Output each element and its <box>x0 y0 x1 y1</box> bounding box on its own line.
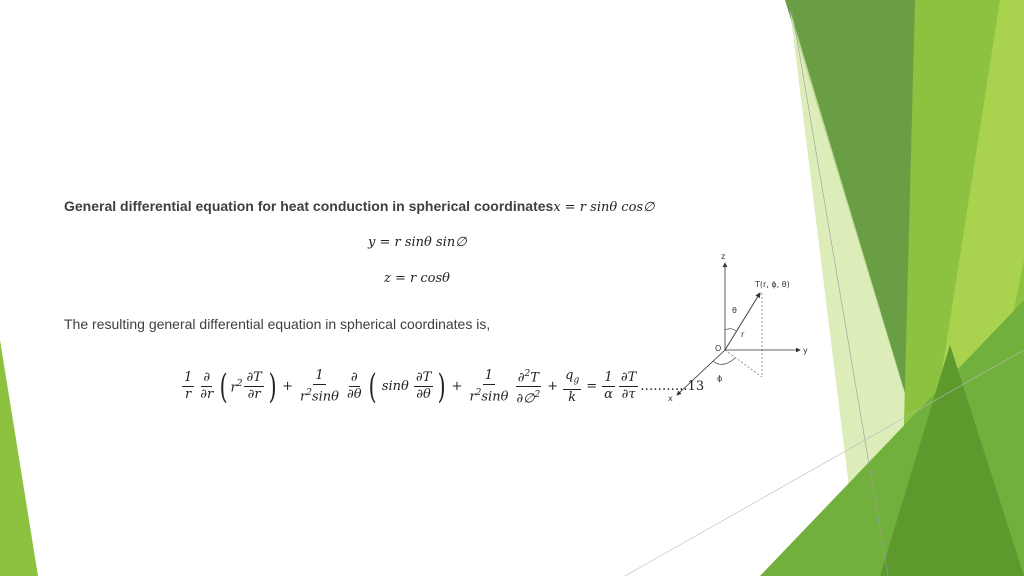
dT-dtheta: $\frac{\partial T}{\partial\theta}$ <box>415 370 432 403</box>
z-equation: z = r cosθ <box>384 271 450 286</box>
left-green-sliver <box>0 340 38 576</box>
equation-number: ………..13 <box>640 379 705 395</box>
theta-label: θ <box>732 306 737 315</box>
right-paren-2: ) <box>437 366 446 407</box>
x-axis <box>677 350 725 395</box>
left-paren-2: ( <box>368 366 377 407</box>
d2T-dphi2: $\frac{\partial^2T}{\partial\emptyset^2}$ <box>514 366 542 408</box>
qg-over-k: $\frac{q_g}{k}$ <box>565 368 580 405</box>
phi-label: ϕ <box>717 374 723 383</box>
paragraph-text: The resulting general differential equation in spherical coordinates is, <box>64 316 491 332</box>
phi-arc <box>713 358 735 364</box>
origin-label: O <box>715 344 722 353</box>
projection-diagonal <box>725 350 762 377</box>
y-equation: y = r sinθ sin∅ <box>368 235 467 250</box>
heading-text: General differential equation for heat conduction in spherical coordinates <box>64 198 554 214</box>
point-label: T(r, ϕ, θ) <box>755 280 790 289</box>
dT-dtau: $\frac{\partial T}{\partial\tau}$ <box>620 370 637 403</box>
x-equation: x = r sinθ cos∅ <box>553 200 655 215</box>
r-squared: $r^2$ <box>230 378 243 395</box>
left-paren-1: ( <box>219 366 228 407</box>
spherical-coordinates-figure <box>665 245 815 405</box>
theta-arc <box>725 329 736 331</box>
main-equation: $\frac{1}{r}$ $\frac{\partial}{\partial r}$ ( $r^2$ $\frac{\partial T}{\partial r}$ ) + $\frac{1}{r^2\sin\theta}$ $\frac{\partial}{\partial\theta}$ ( sinθ $\frac{\partial T}{\partial\theta}$ ) + $\frac{1}{r^2\sin\theta}$ $\frac{\partial^2T}{\partial\emptyset^2}$ + $\frac{q_g}{k}$ = $\frac{1}{\alpha}$ $\frac{\partial T}{\partial\tau}$ ………..13 <box>184 366 705 407</box>
term-1-partial: $\frac{\partial}{\partial r}$ <box>200 370 214 403</box>
heading-line <box>64 198 654 215</box>
term-3-fraction: $\frac{1}{r^2\sin\theta}$ <box>469 368 509 405</box>
sin-theta: sinθ <box>381 379 409 395</box>
r-label: r <box>741 330 745 339</box>
x-axis-label: x <box>668 394 673 403</box>
y-axis-label: y <box>803 346 808 355</box>
term-2-partial: $\frac{\partial}{\partial\theta}$ <box>347 370 362 403</box>
one-over-alpha: $\frac{1}{\alpha}$ <box>604 370 613 403</box>
r-vector <box>725 293 760 350</box>
right-paren-1: ) <box>268 366 277 407</box>
term-2-fraction: $\frac{1}{r^2\sin\theta}$ <box>300 368 339 405</box>
term-1-fraction: $\frac{1}{r}$ <box>184 370 193 403</box>
z-axis-label: z <box>721 252 726 261</box>
dT-dr: $\frac{\partial T}{\partial r}$ <box>246 370 262 403</box>
